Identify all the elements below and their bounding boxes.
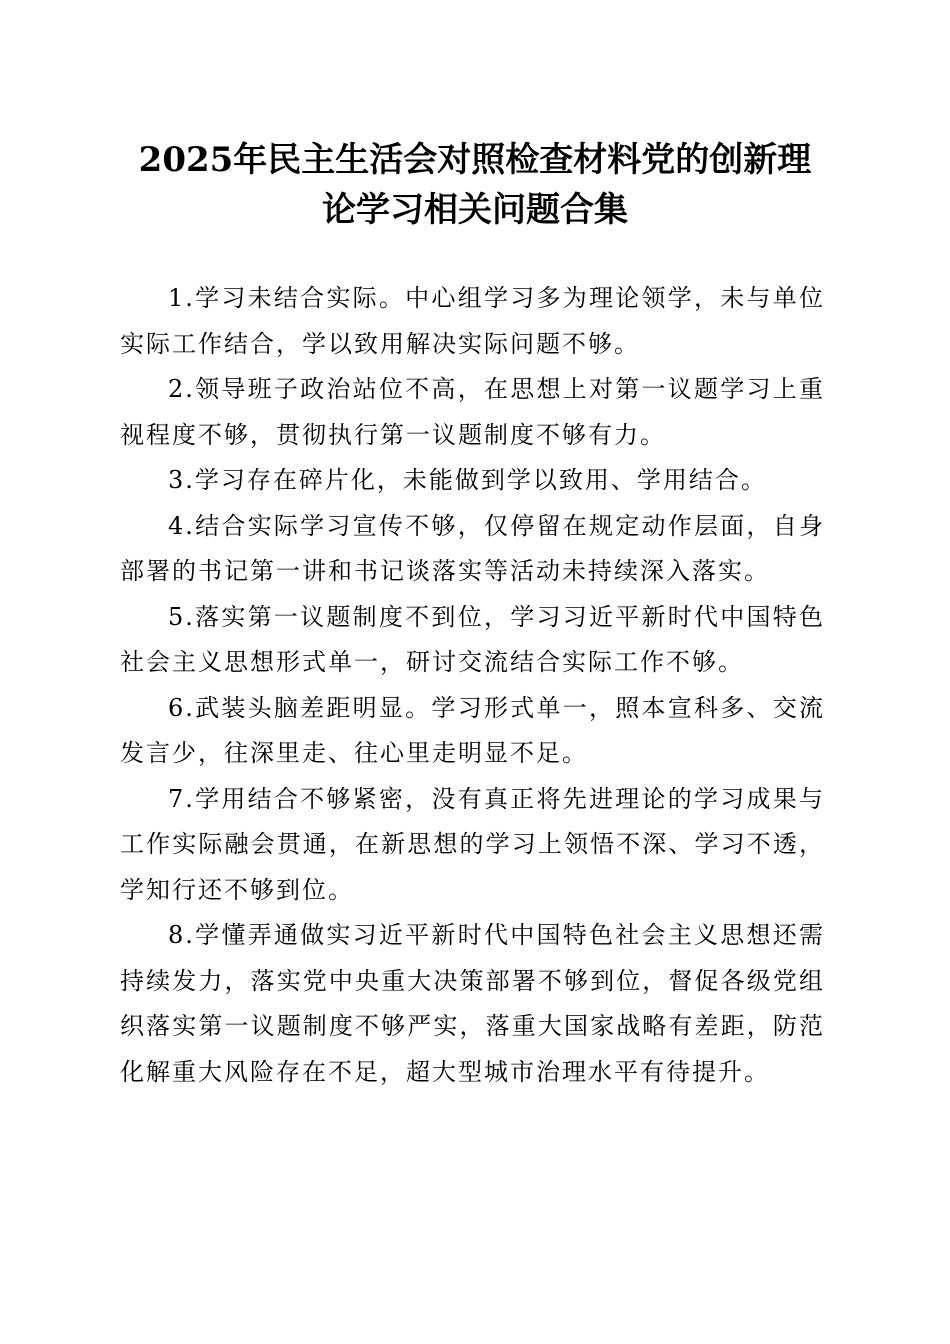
title-line-2: 论学习相关问题合集 (322, 190, 628, 230)
issue-paragraph-3: 3.学习存在碎片化，未能做到学以致用、学用结合。 (168, 466, 767, 494)
issue-paragraph-1: 1.学习未结合实际。中心组学习多为理论领学，未与单位实际工作结合，学以致用解决实际问题不够。 (120, 284, 825, 358)
issue-paragraph-4: 4.结合实际学习宣传不够，仅停留在规定动作层面，自身部署的书记第一讲和书记谈落实等活动未持续深入落实。 (120, 511, 825, 585)
issue-paragraph-6: 6.武装头脑差距明显。学习形式单一，照本宣科多、交流发言少，往深里走、往心里走明显不足。 (120, 693, 825, 767)
issue-paragraph-2: 2.领导班子政治站位不高，在思想上对第一议题学习上重视程度不够，贯彻执行第一议题制度不够有力。 (120, 375, 825, 449)
document-title (120, 135, 830, 235)
document-body (120, 276, 825, 1095)
title-line-1: 2025年民主生活会对照检查材料党的创新理 (138, 140, 812, 180)
issue-paragraph-5: 5.落实第一议题制度不到位，学习习近平新时代中国特色社会主义思想形式单一，研讨交流结合实际工作不够。 (120, 602, 825, 676)
issue-paragraph-8: 8.学懂弄通做实习近平新时代中国特色社会主义思想还需持续发力，落实党中央重大决策部署不够到位，督促各级党组织落实第一议题制度不够严实，落重大国家战略有差距，防范化解重大风险存在不足，超大型城市治理水平有待提升。 (120, 921, 825, 1086)
issue-paragraph-7: 7.学用结合不够紧密，没有真正将先进理论的学习成果与工作实际融会贯通，在新思想的学习上领悟不深、学习不透，学知行还不够到位。 (120, 784, 825, 904)
